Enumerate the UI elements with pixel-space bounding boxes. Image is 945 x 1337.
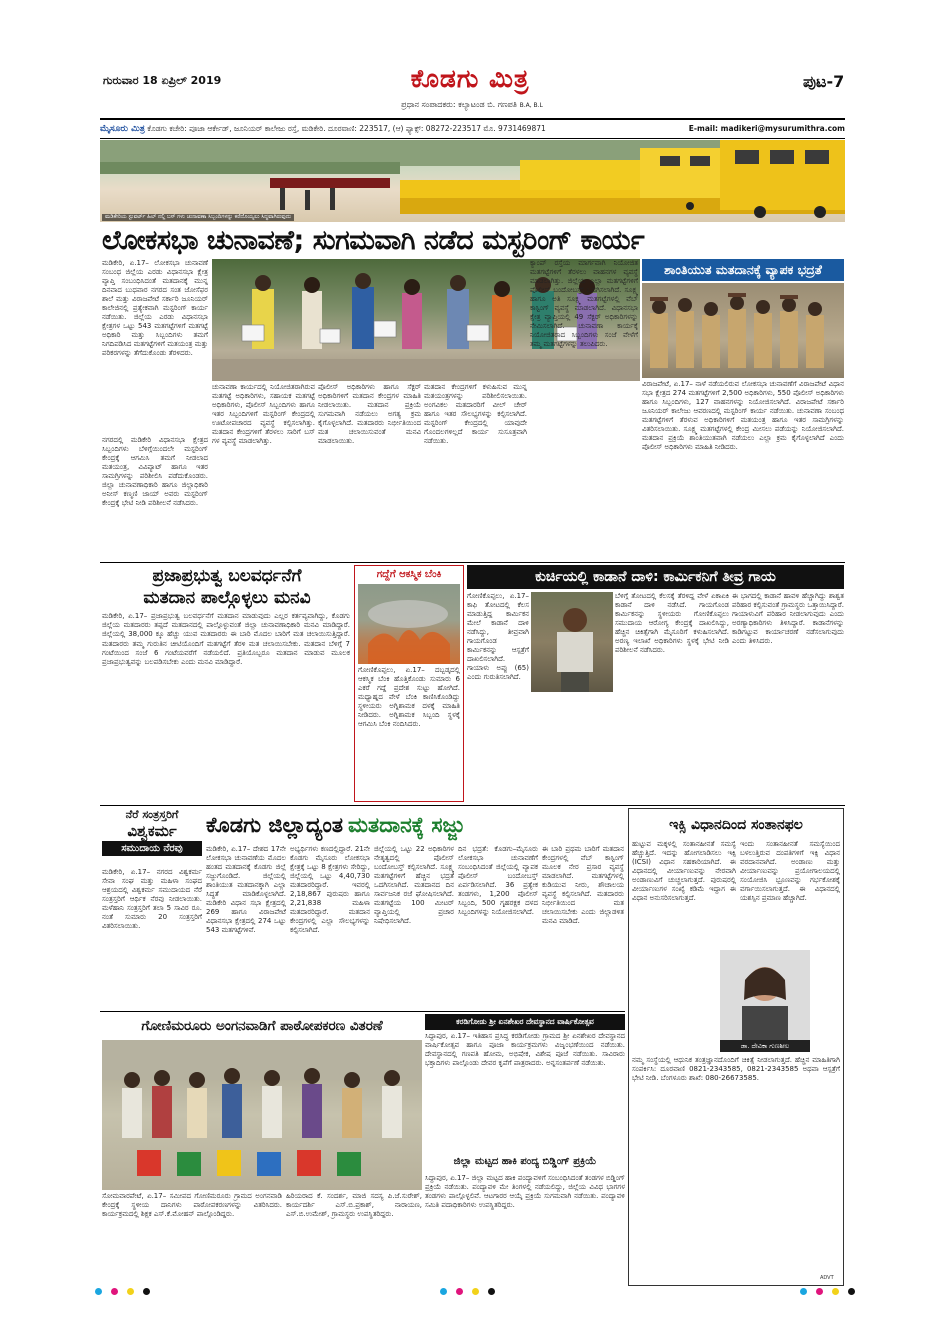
ivf-col1: ಹುಟ್ಟುವ ಮಕ್ಕಳಲ್ಲಿ ಸಂತಾನಹೀನತೆ ಸಮಸ್ಯೆ ಹೆಚ್ಚುತ್ತಿದೆ. ಇದನ್ನು ಹೋಗಲಾಡಿಸಲು ಇಕ್ಸಿ (ICSI) ವಿಧಾನ ಸಹಕಾರಿಯಾಗಿದೆ. ಈ ವಿಧಾನದಲ್ಲಿ ವೀರ್ಯಾಣುವನ್ನು ನೇರವಾಗಿ ಅಂಡಾಣುವಿಗೆ ಚುಚ್ಚಲಾಗುತ್ತದೆ. ಪುರುಷರಲ್ಲಿ ವೀರ್ಯಾಣುಗಳ ಸಂಖ್ಯೆ ಕಡಿಮೆ ಇದ್ದಾಗ ಈ ವಿಧಾನ ಅನುಸರಿಸಲಾಗುತ್ತದೆ. xyxy=(632,840,736,902)
temple-body: ಸಿದ್ದಾಪುರ, ಏ.17– ಇತಿಹಾಸ ಪ್ರಸಿದ್ಧ ಕರಡಿಗೋಡು ಗ್ರಾಮದ ಶ್ರೀ ಏನಶೇಖರ ದೇವಸ್ಥಾನದ ವಾರ್ಷಿಕೋತ್ಸವ ಹಾಗೂ ಪೂಜಾ ಕಾರ್ಯಕ್ರಮಗಳು ವಿಜೃಂಭಣೆಯಿಂದ ನಡೆಯಿತು. ದೇವಸ್ಥಾನದಲ್ಲಿ ಗಣಪತಿ ಹೋಮ, ಅಭಿಷೇಕ, ವಿಶೇಷ ಪೂಜೆ ನಡೆಯಿತು. ಸಾವಿರಾರು ಭಕ್ತಾದಿಗಳು ಪಾಲ್ಗೊಂಡು ದೇವರ ಕೃಪೆಗೆ ಪಾತ್ರರಾದರು. ಅನ್ನಸಂತರ್ಪಣೆ ನಡೆಯಿತು. xyxy=(425,1032,625,1067)
doctor-portrait xyxy=(720,950,810,1040)
info-rule xyxy=(100,138,845,139)
reg-dot-magenta xyxy=(456,1288,463,1295)
registration-dots-left xyxy=(95,1280,154,1299)
district-col1: ಮಡಿಕೇರಿ, ಏ.17– ದೇಶದ 17ನೇ ಲೋಕಸಭಾ ಚುನಾವಣೆಯ ಮೊದಲ ಹಂತದ ಮತದಾನಕ್ಕೆ ಕೊಡಗು ಜಿಲ್ಲೆ ಸಜ್ಜುಗೊಂಡಿದೆ. ಜಿಲ್ಲೆಯಲ್ಲಿ ಶಾಂತಿಯುತ ಮತದಾನಕ್ಕಾಗಿ ಎಲ್ಲಾ ಸಿದ್ಧತೆ ಮಾಡಿಕೊಳ್ಳಲಾಗಿದೆ. ಮಡಿಕೇರಿ ವಿಧಾನ ಸಭಾ ಕ್ಷೇತ್ರದಲ್ಲಿ 269 ಹಾಗೂ ವಿರಾಜಪೇಟೆ ವಿಧಾನಸಭಾ ಕ್ಷೇತ್ರದಲ್ಲಿ 274 ಒಟ್ಟು 543 ಮತಗಟ್ಟೆಗಳಿವೆ. xyxy=(206,845,286,934)
chair-photo-victim xyxy=(531,592,613,692)
masthead-date: ಗುರುವಾರ 18 ಏಪ್ರಿಲ್ 2019 xyxy=(103,74,222,87)
main-headline: ಲೋಕಸಭಾ ಚುನಾವಣೆ; ಸುಗಮವಾಗಿ ನಡೆದ ಮಸ್ಟರಿಂಗ್ ಕಾರ್ಯ xyxy=(102,225,645,256)
fire-scene xyxy=(358,584,460,664)
vishwakarma-headline xyxy=(102,808,202,864)
ivf-advt-label: ADVT xyxy=(820,1275,834,1281)
main-story-col2: ನಗರದಲ್ಲಿ ಮಡಿಕೇರಿ ವಿಧಾನಸಭಾ ಕ್ಷೇತ್ರದ ಸಿಬ್ಬಂದಿಗಳು ಬೆಳಿಗ್ಗೆಯಿಂದಲೇ ಮಸ್ಟರಿಂಗ್ ಕೇಂದ್ರಕ್ಕೆ ಆಗಮಿಸಿ ತಮಗೆ ನೀಡಲಾದ ಮತಯಂತ್ರ, ವಿವಿಪ್ಯಾಟ್ ಹಾಗೂ ಇತರ ಸಾಮಗ್ರಿಗಳನ್ನು ಪರಿಶೀಲಿಸಿ ಪಡೆದುಕೊಂಡರು. ಜಿಲ್ಲಾ ಚುನಾವಣಾಧಿಕಾರಿ ಹಾಗೂ ಜಿಲ್ಲಾಧಿಕಾರಿ ಅನೀಸ್ ಕಣ್ಮಣಿ ಜಾಯ್ ಅವರು ಮಸ್ಟರಿಂಗ್ ಕೇಂದ್ರಕ್ಕೆ ಭೇಟಿ ನೀಡಿ ಪರಿಶೀಲನೆ ನಡೆಸಿದರು. xyxy=(102,436,208,507)
district-col3: ಜಿಲ್ಲೆಯಲ್ಲಿ ಒಟ್ಟು 22 ಅಧಿಕಾರಿಗಳ ನೇತೃತ್ವದಲ್ಲಿ ಪೊಲೀಸ್ ಬಂದೋಬಸ್ತ್ ಕಲ್ಪಿಸಲಾಗಿದೆ. ಸೂಕ್ಷ್ಮ ಮತಗಟ್ಟೆಗಳಿಗೆ ಹೆಚ್ಚಿನ ಭದ್ರತೆ ಒದಗಿಸಲಾಗಿದೆ. ಮತದಾನದ ದಿನ ಸಾರ್ವಜನಿಕ ರಜೆ ಘೋಷಿಸಲಾಗಿದೆ. ಮತಗಟ್ಟೆಯ 100 ಮೀಟರ್ ವ್ಯಾಪ್ತಿಯಲ್ಲಿ ಪ್ರಚಾರ ನಿಷೇಧಿಸಲಾಗಿದೆ. xyxy=(374,845,454,925)
chair-col2: ಬೆಳಿಗ್ಗೆ ತೋಟದಲ್ಲಿ ಕೆಲಸಕ್ಕೆ ತೆರಳಿದ್ದ ವೇಳೆ ಏಕಾಏಕಿ ಕಾಡಾನೆ ದಾಳಿ ನಡೆಸಿದೆ. ಗಾಯಗೊಂಡ ಕಾರ್ಮಿಕನನ್ನು ಸ್ಥಳೀಯರು ಗೋಣಿಕೊಪ್ಪಲು ಸಮುದಾಯ ಆರೋಗ್ಯ ಕೇಂದ್ರಕ್ಕೆ ದಾಖಲಿಸಿದ್ದು, ಹೆಚ್ಚಿನ ಚಿಕಿತ್ಸೆಗಾಗಿ ಮೈಸೂರಿಗೆ ಕಳುಹಿಸಲಾಗಿದೆ. ಅರಣ್ಯ ಇಲಾಖೆ ಅಧಿಕಾರಿಗಳು ಸ್ಥಳಕ್ಕೆ ಭೇಟಿ ನೀಡಿ ಪರಿಶೀಲನೆ ನಡೆಸಿದರು. xyxy=(615,592,729,654)
info-bar xyxy=(100,122,845,136)
editor-degree: B.A, B.L xyxy=(519,102,543,109)
info-address: ಕೊಡಗು ಕಚೇರಿ: ಪೂಜಾ ಆರ್ಕೇಡ್, ಜೂನಿಯರ್ ಕಾಲೇಜು ರಸ್ತೆ, ಮಡಿಕೇರಿ. ದೂರವಾಣಿ: 223517, (ಆ) ಫ್ಯಾಕ್ಸ್: 08272-223517 ಮೊ. 9731469871 xyxy=(147,124,546,133)
fire-body: ಗೋಣಿಕೊಪ್ಪಲು, ಏ.17– ದಬ್ಬಡ್ಕದಲ್ಲಿ ಆಕಸ್ಮಿಕ ಬೆಂಕಿ ಹೊತ್ತಿಕೊಂಡು ಸುಮಾರು 6 ಎಕರೆ ಗದ್ದೆ ಪ್ರದೇಶ ಸುಟ್ಟು ಹೋಗಿದೆ. ಮಧ್ಯಾಹ್ನದ ವೇಳೆ ಬೆಂಕಿ ಕಾಣಿಸಿಕೊಂಡಿದ್ದು ಸ್ಥಳೀಯರು ಅಗ್ನಿಶಾಮಕ ದಳಕ್ಕೆ ಮಾಹಿತಿ ನೀಡಿದರು. ಅಗ್ನಿಶಾಮಕ ಸಿಬ್ಬಂದಿ ಸ್ಥಳಕ್ಕೆ ಆಗಮಿಸಿ ಬೆಂಕಿ ನಂದಿಸಿದರು. xyxy=(358,666,460,728)
main-story-col3: ಚುನಾವಣಾ ಕಾರ್ಯದಲ್ಲಿ ನಿಯೋಜಿತರಾಗಿರುವ ಮತಗಟ್ಟೆ ಅಧಿಕಾರಿಗಳು, ಸಹಾಯಕ ಮತಗಟ್ಟೆ ಅಧಿಕಾರಿಗಳು, ಪೊಲೀಸ್ ಸಿಬ್ಬಂದಿಗಳು ಹಾಗೂ ಇತರ ಸಿಬ್ಬಂದಿಗಳಿಗೆ ಮಸ್ಟರಿಂಗ್ ಕೇಂದ್ರದಲ್ಲಿ ಊಟೋಪಚಾರದ ವ್ಯವಸ್ಥೆ ಕಲ್ಪಿಸಲಾಗಿತ್ತು. ಮತದಾನ ಕೇಂದ್ರಗಳಿಗೆ ತೆರಳಲು ಸಾರಿಗೆ ಬಸ್ ಗಳ ವ್ಯವಸ್ಥೆ ಮಾಡಲಾಗಿತ್ತು. xyxy=(212,383,315,445)
reg-dot-yellow xyxy=(832,1288,839,1295)
ivf-col3: ನಮ್ಮ ಸಂಸ್ಥೆಯಲ್ಲಿ ಆಧುನಿಕ ತಂತ್ರಜ್ಞಾನದೊಂದಿಗೆ ಚಿಕಿತ್ಸೆ ನೀಡಲಾಗುತ್ತದೆ. ಹೆಚ್ಚಿನ ಮಾಹಿತಿಗಾಗಿ ಸಂಪರ್ಕಿಸಿ: ದೂರವಾಣಿ 0821-2343585, 0821-2343585 ಅಥವಾ ಆಸ್ಪತ್ರೆಗೆ ಭೇಟಿ ನೀಡಿ. ಬೆಂಗಳೂರು ಶಾಖೆ: 080-26673585. xyxy=(632,1056,840,1082)
main-story-col1: ಮಡಿಕೇರಿ, ಏ.17– ಲೋಕಸಭಾ ಚುನಾವಣೆ ಸಂಬಂಧ ಜಿಲ್ಲೆಯ ಎರಡು ವಿಧಾನಸಭಾ ಕ್ಷೇತ್ರ ವ್ಯಾಪ್ತಿ ಸಂಬಂಧಿಸಿದಂತೆ ಮತದಾನಕ್ಕೆ ಮುನ್ನ ದಿನವಾದ ಬುಧವಾರ ನಗರದ ಸಂತ ಜೋಸೆಫರ ಶಾಲೆ ಮತ್ತು ವಿರಾಜಪೇಟೆ ಸರ್ಕಾರಿ ಜೂನಿಯರ್ ಕಾಲೇಜಿನಲ್ಲಿ ಪ್ರತ್ಯೇಕವಾಗಿ ಮಸ್ಟರಿಂಗ್ ಕಾರ್ಯ ನಡೆಯಿತು. ಜಿಲ್ಲೆಯ ಎರಡು ವಿಧಾನಸಭಾ ಕ್ಷೇತ್ರಗಳ ಒಟ್ಟು 543 ಮತಗಟ್ಟೆಗಳಿಗೆ ಮತಗಟ್ಟೆ ಅಧಿಕಾರಿ ಮತ್ತು ಸಿಬ್ಬಂದಿಗಳು ತಮಗೆ ನಿಗದಿಪಡಿಸಿದ ಮತಗಟ್ಟೆಗಳಿಗೆ ಮತಯಂತ್ರ ಮತ್ತು ಪರಿಕರಗಳನ್ನು ತೆಗೆದುಕೊಂಡು ತೆರಳಿದರು. xyxy=(102,259,208,357)
school-col2: ಹಿರಿಯರಾದ ಕೆ. ಸಂದರ್ಶ, ಮಾಜಿ ಸದಸ್ಯ ಪಿ.ಜೆ.ಸುರೇಶ್, ಕಾರ್ಯದರ್ಶಿ ಎಸ್.ಬಿ.ಪ್ರಕಾಶ್, ನಾರಾಯಣ, ಎಸ್.ಬಿ.ಉಮೇಶ್, ಗ್ರಾಮಸ್ಥರು ಉಪಸ್ಥಿತರಿದ್ದರು. xyxy=(286,1192,422,1218)
ivf-doctor-caption: ಡಾ. ದೇವಿಕಾ ಗುಣಶೀಲ xyxy=(720,1040,810,1052)
chair-headline: ಕುರ್ಚಿಯಲ್ಲಿ ಕಾಡಾನೆ ದಾಳಿ: ಕಾರ್ಮಿಕನಿಗೆ ತೀವ್ರ ಗಾಯ xyxy=(467,565,844,589)
victim-scene xyxy=(531,592,613,692)
top-photo-buses xyxy=(100,140,845,222)
democracy-body: ಮಡಿಕೇರಿ, ಏ.17– ಪ್ರಜಾಪ್ರಭುತ್ವ ಬಲವರ್ಧನೆಗೆ ಮತದಾನ ಮಾಡುವುದು ಎಲ್ಲರ ಕರ್ತವ್ಯವಾಗಿದ್ದು, ಕೊಡಗು ಜಿಲ್ಲೆಯ ಮತದಾರರು ತಪ್ಪದೆ ಮತದಾನದಲ್ಲಿ ಪಾಲ್ಗೊಳ್ಳುವಂತೆ ಜಿಲ್ಲಾ ಚುನಾವಣಾಧಿಕಾರಿ ಮನವಿ ಮಾಡಿದ್ದಾರೆ. ಜಿಲ್ಲೆಯಲ್ಲಿ 38,000 ಕ್ಕೂ ಹೆಚ್ಚು ಯುವ ಮತದಾರರು ಈ ಬಾರಿ ಮೊದಲ ಬಾರಿಗೆ ಮತ ಚಲಾಯಿಸುತ್ತಿದ್ದಾರೆ. ಮತದಾರರು ತಮ್ಮ ಗುರುತಿನ ಚೀಟಿಯೊಂದಿಗೆ ಮತಗಟ್ಟೆಗೆ ತೆರಳಿ ಮತ ಚಲಾಯಿಸಬೇಕು. ಮತದಾನ ಬೆಳಿಗ್ಗೆ 7 ಗಂಟೆಯಿಂದ ಸಂಜೆ 6 ಗಂಟೆಯವರೆಗೆ ನಡೆಯಲಿದೆ. ಪ್ರತಿಯೊಬ್ಬರೂ ಮತದಾನ ಮಾಡುವ ಮೂಲಕ ಪ್ರಜಾಪ್ರಭುತ್ವವನ್ನು ಬಲಪಡಿಸಬೇಕು ಎಂದು ಮನವಿ ಮಾಡಿದ್ದಾರೆ. xyxy=(102,612,350,667)
district-headline-part1: ಕೊಡಗು ಜಿಲ್ಲಾದ್ಯಂತ xyxy=(206,813,343,837)
reg-dot-black xyxy=(488,1288,495,1295)
rule-mid-3 xyxy=(100,1011,625,1012)
school-scene xyxy=(102,1040,422,1190)
reg-dot-yellow xyxy=(127,1288,134,1295)
main-story-col6: ಕ್ಯಾಂಪ್ ರಸ್ತೆಯ ಮಾರ್ಗವಾಗಿ ನಿಯೋಜಿತ ಮತಗಟ್ಟೆಗಳಿಗೆ ತೆರಳಲು ವಾಹನಗಳ ವ್ಯವಸ್ಥೆ ಮಾಡಲಾಗಿತ್ತು. ಜಿಲ್ಲೆಯ ಎಲ್ಲಾ ಮತಗಟ್ಟೆಗಳಿಗೆ ಪೊಲೀಸ್ ಬಂದೋಬಸ್ತ್ ಒದಗಿಸಲಾಗಿದೆ. ಸೂಕ್ಷ್ಮ ಹಾಗೂ ಅತಿ ಸೂಕ್ಷ್ಮ ಮತಗಟ್ಟೆಗಳಲ್ಲಿ ವೆಬ್ ಕಾಸ್ಟಿಂಗ್ ವ್ಯವಸ್ಥೆ ಮಾಡಲಾಗಿದೆ. ವಿಧಾನಸಭಾ ಕ್ಷೇತ್ರ ವ್ಯಾಪ್ತಿಯಲ್ಲಿ 49 ಸೆಕ್ಟರ್ ಅಧಿಕಾರಿಗಳನ್ನು ನೇಮಿಸಲಾಗಿದೆ. ಚುನಾವಣಾ ಕಾರ್ಯಕ್ಕೆ ನಿಯೋಜಿತರಾದ ಸಿಬ್ಬಂದಿಗಳು ಸಂಜೆ ವೇಳೆಗೆ ತಮ್ಮ ಮತಗಟ್ಟೆಗಳನ್ನು ತಲುಪಿದರು. xyxy=(530,259,638,348)
district-col2: ಅಭ್ಯರ್ಥಿಗಳು ಕಣದಲ್ಲಿದ್ದಾರೆ. 21ನೇ ಕೊಡಗು ಮೈಸೂರು ಲೋಕಸಭಾ ಕ್ಷೇತ್ರಕ್ಕೆ ಒಟ್ಟು 8 ಕ್ಷೇತ್ರಗಳು ಸೇರಿದ್ದು, ಜಿಲ್ಲೆಯಲ್ಲಿ ಒಟ್ಟು 4,40,730 ಮತದಾರರಿದ್ದಾರೆ. ಇವರಲ್ಲಿ 2,18,867 ಪುರುಷರು ಹಾಗೂ 2,21,838 ಮಹಿಳಾ ಮತದಾರರಿದ್ದಾರೆ. ಮತದಾನ ಕೇಂದ್ರಗಳಲ್ಲಿ ಎಲ್ಲಾ ಸೌಲಭ್ಯಗಳನ್ನು ಕಲ್ಪಿಸಲಾಗಿದೆ. xyxy=(290,845,370,934)
district-headline-part2: ಮತದಾನಕ್ಕೆ ಸಜ್ಜು xyxy=(348,813,465,837)
security-photo-police xyxy=(642,283,844,378)
district-col4: ದಿನ ಭದ್ರತೆ: ಕೊಡಗು–ಮೈಸೂರು ಲೋಕಸಭಾ ಚುನಾವಣೆಗೆ ಸಂಬಂಧಿಸಿದಂತೆ ಜಿಲ್ಲೆಯಲ್ಲಿ ವ್ಯಾಪಕ ಪೊಲೀಸ್ ಬಂದೋಬಸ್ತ್ ಏರ್ಪಡಿಸಲಾಗಿದೆ. 36 ಪ್ರತ್ಯೇಕ ತಂಡಗಳು, 1,200 ಪೊಲೀಸ್ ಸಿಬ್ಬಂದಿ, 500 ಗೃಹರಕ್ಷಕ ದಳದ ಸಿಬ್ಬಂದಿಗಳನ್ನು ನಿಯೋಜಿಸಲಾಗಿದೆ. xyxy=(458,845,538,916)
school-headline: ಗೋಣಿಮರೂರು ಅಂಗನವಾಡಿಗೆ ಪಾಠೋಪಕರಣ ವಿತರಣೆ xyxy=(141,1018,383,1034)
reg-dot-yellow xyxy=(472,1288,479,1295)
info-brand: ಮೈಸೂರು ಮಿತ್ರ xyxy=(100,124,145,134)
reg-dot-magenta xyxy=(816,1288,823,1295)
district-headline xyxy=(206,808,624,842)
page-number: ಪುಟ-7 xyxy=(803,72,845,91)
reg-dot-cyan xyxy=(440,1288,447,1295)
rule-mid-2 xyxy=(100,805,845,806)
democracy-headline xyxy=(102,565,352,609)
district-col5: ಈ ಬಾರಿ ಪ್ರಥಮ ಬಾರಿಗೆ ಮತದಾನ ಕೇಂದ್ರಗಳಲ್ಲಿ ವೆಬ್ ಕಾಸ್ಟಿಂಗ್ ಮೂಲಕ ನೇರ ಪ್ರಸಾರ ವ್ಯವಸ್ಥೆ ಮಾಡಲಾಗಿದೆ. ಮತಗಟ್ಟೆಗಳಲ್ಲಿ ಕುಡಿಯುವ ನೀರು, ಶೌಚಾಲಯ ವ್ಯವಸ್ಥೆ ಕಲ್ಪಿಸಲಾಗಿದೆ. ಮತದಾರರು ನಿರ್ಭೀತಿಯಿಂದ ಮತ ಚಲಾಯಿಸಬೇಕು ಎಂದು ಜಿಲ್ಲಾಡಳಿತ ಮನವಿ ಮಾಡಿದೆ. xyxy=(542,845,624,925)
main-story-col5: ಮತದಾನ ಕೇಂದ್ರಗಳಿಗೆ ಕಳುಹಿಸುವ ಮುನ್ನ ಮತಯಂತ್ರಗಳನ್ನು ಪರಿಶೀಲಿಸಲಾಯಿತು. ಅಂಗವಿಕಲ ಮತದಾರರಿಗೆ ವೀಲ್ ಚೇರ್ ಹಾಗೂ ಇತರ ಸೌಲಭ್ಯಗಳನ್ನು ಕಲ್ಪಿಸಲಾಗಿದೆ. ಮಸ್ಟರಿಂಗ್ ಕೇಂದ್ರದಲ್ಲಿ ಯಾವುದೇ ಗೊಂದಲಗಳಿಲ್ಲದೆ ಕಾರ್ಯ ಸುಸೂತ್ರವಾಗಿ ನಡೆಯಿತು. xyxy=(424,383,527,445)
editor-name: ಪ್ರಧಾನ ಸಂಪಾದಕರು: ಕಲ್ಯಾಟಂಡ ಬಿ. ಗಣಪತಿ xyxy=(401,100,518,109)
vishwakarma-body: ಮಡಿಕೇರಿ, ಏ.17– ನಗರದ ವಿಶ್ವಕರ್ಮ ಸೇವಾ ಸಂಘ ಮತ್ತು ಮಹಿಳಾ ಸಂಘದ ಆಶ್ರಯದಲ್ಲಿ ವಿಶ್ವಕರ್ಮ ಸಮುದಾಯದ ನೆರೆ ಸಂತ್ರಸ್ತರಿಗೆ ಆರ್ಥಿಕ ನೆರವು ನೀಡಲಾಯಿತು. ಮಳೆಹಾನಿ ಸಂತ್ರಸ್ತರಿಗೆ ತಲಾ 5 ಸಾವಿರ ರೂ. ನಂತೆ ಸುಮಾರು 20 ಸಂತ್ರಸ್ತರಿಗೆ ವಿತರಿಸಲಾಯಿತು. xyxy=(102,868,202,930)
reg-dot-magenta xyxy=(111,1288,118,1295)
democracy-headline-line1: ಪ್ರಜಾಪ್ರಭುತ್ವ ಬಲವರ್ಧನೆಗೆ xyxy=(152,566,302,586)
reg-dot-black xyxy=(143,1288,150,1295)
top-photo-caption: ಮಡಿಕೇರಿಯ ಸ್ಟುವರ್ಟ್ ಹಿಲ್ ನಲ್ಲಿ ಬಸ್ ಗಳು ಚುನಾವಣಾ ಸಿಬ್ಬಂದಿಗಳನ್ನು ಕರೆದೊಯ್ಯಲು ಸಿದ್ಧವಾಗಿರುವುದು xyxy=(102,214,294,221)
rule-mid-1 xyxy=(100,562,845,563)
temple-headline: ಕರಡಿಗೋಡು ಶ್ರೀ ಏನಶೇಖರ ದೇವಸ್ಥಾನದ ವಾರ್ಷಿಕೋತ್ಸವ xyxy=(425,1014,625,1030)
school-photo-group xyxy=(102,1040,422,1190)
fire-photo xyxy=(358,584,460,664)
vishwakarma-line2: ವಿಶ್ವಕರ್ಮ xyxy=(127,822,177,840)
security-headline: ಶಾಂತಿಯುತ ಮತದಾನಕ್ಕೆ ವ್ಯಾಪಕ ಭದ್ರತೆ xyxy=(642,259,844,281)
bus-scene xyxy=(100,140,845,222)
fire-headline: ಗದ್ದೆಗೆ ಆಕಸ್ಮಿಕ ಬೆಂಕಿ xyxy=(376,569,442,580)
vishwakarma-line1: ನೆರೆ ಸಂತ್ರಸ್ತರಿಗೆ xyxy=(125,808,179,821)
reg-dot-black xyxy=(848,1288,855,1295)
ivf-col2: ಇಂದು ಸಂತಾನಹೀನತೆ ಸಮಸ್ಯೆಯಿಂದ ಬಳಲುತ್ತಿರುವ ದಂಪತಿಗಳಿಗೆ ಇಕ್ಸಿ ವಿಧಾನ ವರದಾನವಾಗಿದೆ. ಅಂಡಾಣು ಮತ್ತು ವೀರ್ಯಾಣುವನ್ನು ಪ್ರಯೋಗಾಲಯದಲ್ಲಿ ಸಂಯೋಜಿಸಿ ಭ್ರೂಣವನ್ನು ಗರ್ಭಕೋಶಕ್ಕೆ ವರ್ಗಾಯಿಸಲಾಗುತ್ತದೆ. ಈ ವಿಧಾನದಲ್ಲಿ ಯಶಸ್ಸಿನ ಪ್ರಮಾಣ ಹೆಚ್ಚಾಗಿದೆ. xyxy=(740,840,840,902)
registration-dots-center xyxy=(440,1280,499,1299)
hockey-body: ಸಿದ್ದಾಪುರ, ಏ.17– ಜಿಲ್ಲಾ ಮಟ್ಟದ ಹಾಕಿ ಪಂದ್ಯಾವಳಿಗೆ ಸಂಬಂಧಿಸಿದಂತೆ ತಂಡಗಳ ಬಿಡ್ಡಿಂಗ್ ಪ್ರಕ್ರಿಯೆ ನಡೆಯಿತು. ಪಂದ್ಯಾವಳಿ ಮೇ ತಿಂಗಳಲ್ಲಿ ನಡೆಯಲಿದ್ದು, ಜಿಲ್ಲೆಯ ವಿವಿಧ ಭಾಗಗಳ ತಂಡಗಳು ಪಾಲ್ಗೊಳ್ಳಲಿವೆ. ಆಟಗಾರರ ಆಯ್ಕೆ ಪ್ರಕ್ರಿಯೆ ಸುಗಮವಾಗಿ ನಡೆಯಿತು. ಪಂದ್ಯಾವಳಿ ಸಮಿತಿ ಪದಾಧಿಕಾರಿಗಳು ಉಪಸ್ಥಿತರಿದ್ದರು. xyxy=(425,1174,625,1209)
info-email: E-mail: madikeri@mysurumithra.com xyxy=(688,124,845,133)
ivf-headline: ಇಕ್ಸಿ ವಿಧಾನದಿಂದ ಸಂತಾನಫಲ xyxy=(669,817,803,833)
masthead-rule xyxy=(100,118,845,120)
security-body: ವಿರಾಜಪೇಟೆ, ಏ.17– ನಾಳೆ ನಡೆಯಲಿರುವ ಲೋಕಸಭಾ ಚುನಾವಣೆಗೆ ವಿರಾಜಪೇಟೆ ವಿಧಾನ ಸಭಾ ಕ್ಷೇತ್ರದ 274 ಮತಗಟ್ಟೆಗಳಿಗೆ 2,500 ಅಧಿಕಾರಿಗಳು, 550 ಪೊಲೀಸ್ ಅಧಿಕಾರಿಗಳು ಹಾಗೂ ಸಿಬ್ಬಂದಿಗಳು, 127 ವಾಹನಗಳನ್ನು ನಿಯೋಜಿಸಲಾಗಿದೆ. ವಿರಾಜಪೇಟೆ ಸರ್ಕಾರಿ ಜೂನಿಯರ್ ಕಾಲೇಜು ಆವರಣದಲ್ಲಿ ಮಸ್ಟರಿಂಗ್ ಕಾರ್ಯ ನಡೆಯಿತು. ಚುನಾವಣಾ ಸಂಬಂಧ ಮತಗಟ್ಟೆಗಳಿಗೆ ತೆರಳುವ ಅಧಿಕಾರಿಗಳಿಗೆ ಮತಯಂತ್ರ ಹಾಗೂ ಇತರ ಸಾಮಗ್ರಿಗಳನ್ನು ವಿತರಿಸಲಾಯಿತು. ಸೂಕ್ಷ್ಮ ಮತಗಟ್ಟೆಗಳಲ್ಲಿ ಕೇಂದ್ರ ಮೀಸಲು ಪಡೆಯನ್ನು ನಿಯೋಜಿಸಲಾಗಿದೆ. ಮತದಾನ ಪ್ರಕ್ರಿಯೆ ಶಾಂತಿಯುತವಾಗಿ ನಡೆಯಲು ಎಲ್ಲಾ ಕ್ರಮ ಕೈಗೊಳ್ಳಲಾಗಿದೆ ಎಂದು ಪೊಲೀಸ್ ಅಧಿಕಾರಿಗಳು ಮಾಹಿತಿ ನೀಡಿದರು. xyxy=(642,380,844,451)
reg-dot-cyan xyxy=(95,1288,102,1295)
masthead-logo xyxy=(375,64,565,98)
ivf-doctor-photo xyxy=(720,950,810,1040)
registration-dots-right xyxy=(800,1280,859,1299)
school-col1: ಸೋಮವಾರಪೇಟೆ, ಏ.17– ಸಮೀಪದ ಗೋಣಿಮರೂರು ಗ್ರಾಮದ ಅಂಗನವಾಡಿ ಕೇಂದ್ರಕ್ಕೆ ಸ್ಥಳೀಯ ದಾನಿಗಳು ಪಾಠೋಪಕರಣಗಳನ್ನು ವಿತರಿಸಿದರು. ಕಾರ್ಯಕ್ರಮದಲ್ಲಿ ಶಿಕ್ಷಕ ಎಸ್.ಕೆ.ಮೋಹನ್ ಪಾಲ್ಗೊಂಡಿದ್ದರು. xyxy=(102,1192,282,1218)
chair-col1: ಗೋಣಿಕೊಪ್ಪಲು, ಏ.17– ಕಾಫಿ ತೋಟದಲ್ಲಿ ಕೆಲಸ ಮಾಡುತ್ತಿದ್ದ ಕಾರ್ಮಿಕನ ಮೇಲೆ ಕಾಡಾನೆ ದಾಳಿ ನಡೆಸಿದ್ದು, ತೀವ್ರವಾಗಿ ಗಾಯಗೊಂಡ ಕಾರ್ಮಿಕನನ್ನು ಆಸ್ಪತ್ರೆಗೆ ದಾಖಲಿಸಲಾಗಿದೆ. ಗಾಯಾಳು ಅಪ್ಪು (65) ಎಂದು ಗುರುತಿಸಲಾಗಿದೆ. xyxy=(467,592,529,681)
police-scene xyxy=(642,283,844,378)
hockey-headline: ಜಿಲ್ಲಾ ಮಟ್ಟದ ಹಾಕಿ ಪಂದ್ಯ ಬಿಡ್ಡಿಂಗ್ ಪ್ರಕ್ರಿಯೆ xyxy=(453,1156,597,1167)
democracy-headline-line2: ಮತದಾನ ಪಾಲ್ಗೊಳ್ಳಲು ಮನವಿ xyxy=(143,588,311,608)
masthead-editor xyxy=(362,100,582,110)
main-story-col4: ಪೊಲೀಸ್ ಅಧಿಕಾರಿಗಳು ಹಾಗೂ ಸೆಕ್ಟರ್ ಅಧಿಕಾರಿಗಳಿಗೆ ಮತದಾನ ಕೇಂದ್ರಗಳ ಮಾಹಿತಿ ನೀಡಲಾಯಿತು. ಮತದಾನ ಪ್ರಕ್ರಿಯೆ ಸುಗಮವಾಗಿ ನಡೆಯಲು ಅಗತ್ಯ ಕ್ರಮ ಕೈಗೊಳ್ಳಲಾಗಿದೆ. ಮತದಾರರು ನಿರ್ಭೀತಿಯಿಂದ ಮತ ಚಲಾಯಿಸುವಂತೆ ಮನವಿ ಮಾಡಲಾಯಿತು. xyxy=(318,383,421,445)
masthead-title: ಕೊಡಗು ಮಿತ್ರ xyxy=(410,64,530,93)
vishwakarma-line3: ಸಮುದಾಯ ನೆರವು xyxy=(102,841,202,856)
reg-dot-cyan xyxy=(800,1288,807,1295)
chair-col3: ಈ ಭಾಗದಲ್ಲಿ ಕಾಡಾನೆ ಹಾವಳಿ ಹೆಚ್ಚಾಗಿದ್ದು ಶಾಶ್ವತ ಪರಿಹಾರ ಕಲ್ಪಿಸುವಂತೆ ಗ್ರಾಮಸ್ಥರು ಒತ್ತಾಯಿಸಿದ್ದಾರೆ. ಗಾಯಾಳುವಿಗೆ ಪರಿಹಾರ ನೀಡಲಾಗುವುದು ಎಂದು ಅರಣ್ಯಾಧಿಕಾರಿಗಳು ತಿಳಿಸಿದ್ದಾರೆ. ಕಾಡಾನೆಗಳನ್ನು ಕಾಡಿಗಟ್ಟುವ ಕಾರ್ಯಾಚರಣೆ ನಡೆಸಲಾಗುವುದು ಎಂದು ತಿಳಿಸಿದರು. xyxy=(732,592,844,645)
